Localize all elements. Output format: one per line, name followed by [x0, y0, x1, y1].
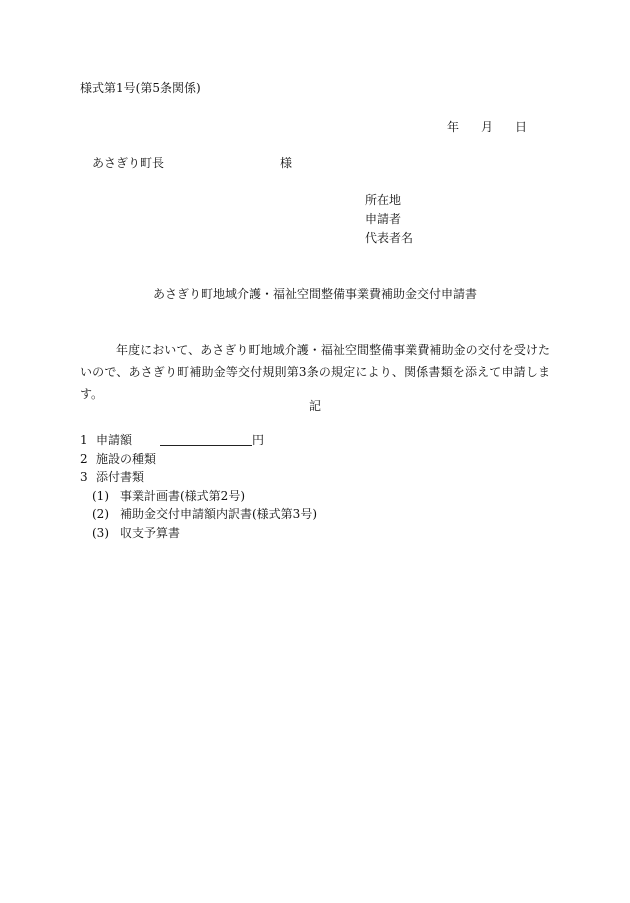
- item-number: 2: [80, 451, 88, 466]
- attachment-item: [80, 526, 317, 545]
- item-number: 3: [80, 470, 88, 485]
- item-attachments: [80, 470, 317, 489]
- date-month: 月: [481, 120, 494, 134]
- date-year: 年: [447, 120, 460, 134]
- item-amount: [80, 433, 317, 452]
- item-label: 申請額: [96, 433, 133, 447]
- applicant-label: 申請者: [365, 212, 402, 226]
- ki-heading: 記: [308, 399, 321, 413]
- form-number: 様式第1号(第5条関係): [80, 81, 201, 95]
- item-facility-type: [80, 452, 317, 471]
- attachment-label: 補助金交付申請額内訳書(様式第3号): [120, 507, 317, 522]
- attachment-number: (2): [92, 507, 109, 522]
- document-title: あさぎり町地域介護・福祉空間整備事業費補助金交付申請書: [152, 287, 477, 301]
- amount-blank-line: [160, 433, 252, 446]
- application-body: 年度において、あさぎり町地域介護・福祉空間整備事業費補助金の交付を受けたいので、あさぎり町補助金等交付規則第3条の規定により、関係書類を添えて申請します。: [80, 343, 550, 401]
- attachment-number: (1): [92, 488, 109, 503]
- attachment-item: [80, 507, 317, 526]
- honorific: 様: [280, 156, 293, 170]
- addressee: あさぎり町長: [92, 156, 165, 170]
- applicant-block: [365, 193, 413, 250]
- amount-unit: 円: [252, 433, 265, 447]
- representative-label: 代表者名: [365, 231, 414, 245]
- attachment-label: 収支予算書: [120, 525, 181, 540]
- location-label: 所在地: [365, 193, 402, 207]
- date-line: [447, 120, 527, 135]
- attachment-label: 事業計画書(様式第2号): [120, 488, 245, 503]
- item-label: 添付書類: [96, 470, 145, 485]
- item-label: 施設の種類: [96, 451, 157, 466]
- date-day: 日: [515, 120, 528, 134]
- item-list: [80, 433, 317, 545]
- item-number: 1: [80, 433, 88, 447]
- attachment-item: [80, 489, 317, 508]
- attachment-number: (3): [92, 525, 109, 540]
